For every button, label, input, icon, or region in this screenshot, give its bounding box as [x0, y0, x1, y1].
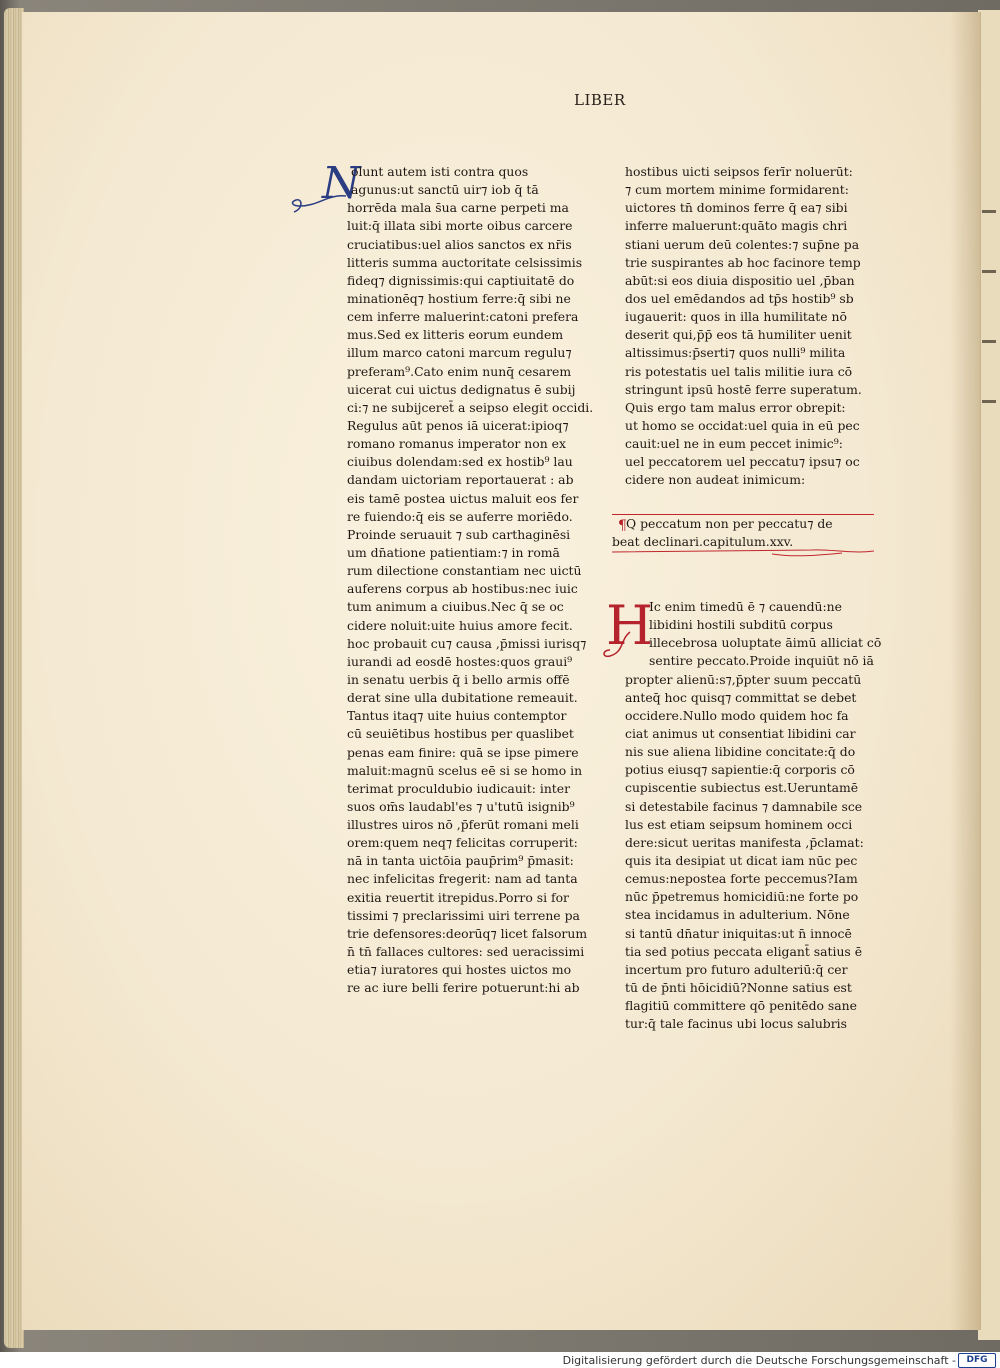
text-line: derat sine ulla dubitatione remeauit.	[347, 690, 578, 706]
initial-flourish-icon	[288, 192, 348, 214]
text-line: Regulus aūt penos iā uicerat:ipioq⁊	[347, 417, 569, 433]
text-line: maluit:magnū scelus eē si se homo in	[347, 762, 583, 778]
decorated-initial-n: N	[322, 158, 361, 209]
text-line: cruciatibus:uel alios sanctos ex nr̄is	[347, 236, 572, 252]
text-line: litteris summa auctoritate celsissimis	[347, 254, 583, 270]
text-line: deserit qui,p̄p̄ eos tā humiliter uenit	[625, 327, 852, 343]
text-line: inferre maluerunt:quāto magis chri	[625, 218, 848, 234]
text-line: Tantus itaq⁊ uite huius contemptor	[347, 708, 567, 724]
running-head: LIBER	[574, 91, 626, 109]
text-line: anteq̄ hoc quisq⁊ committat se debet	[625, 689, 857, 705]
text-line: cū seuiētibus hostibus per quaslibet	[347, 726, 574, 742]
text-line: incertum pro futuro adulteriū:q̄ cer	[625, 961, 848, 977]
text-line: re fuiendo:q̄ eis se auferre moriēdo.	[347, 508, 573, 524]
right-text-column-bottom	[625, 598, 882, 1033]
text-line: re ac iure belli ferire potuerunt:hi ab	[347, 980, 580, 996]
text-line: potius eiusq⁊ sapientie:q̄ corporis cō	[625, 762, 855, 778]
text-line: ciat animus ut consentiat libidini car	[625, 725, 856, 741]
text-line: ci:⁊ ne subijceret̄ a seipso elegit occidi.	[347, 399, 594, 415]
text-line: n̄ tn̄ fallaces cultores: sed ueracissimi	[347, 944, 585, 960]
facing-page-text-fragment	[982, 400, 996, 403]
chapter-heading-line: Q peccatum non per peccatu⁊ de	[626, 516, 833, 531]
footer-credit: Digitalisierung gefördert durch die Deutsche Forschungsgemeinschaft -	[562, 1354, 956, 1367]
text-line: nis sue aliena libidine concitate:q̄ do	[625, 744, 856, 760]
text-line: iurandi ad eosdē hostes:quos graui⁹	[347, 653, 573, 669]
text-line: tur:q̄ tale facinus ubi locus salubris	[625, 1016, 847, 1032]
facing-page-text-fragment	[982, 340, 996, 343]
chapter-heading	[612, 515, 872, 551]
text-line: sentire peccato.Proide inquiūt nō iā	[649, 653, 874, 669]
text-line: propter alienū:s⁊,p̄pter suum peccatū	[625, 671, 862, 687]
text-line: romano romanus imperator non ex	[347, 436, 566, 452]
text-line: illustres uiros nō ,p̄ferūt romani meli	[347, 817, 579, 833]
text-line: si tantū dn̄atur iniquitas:ut n̄ innocē	[625, 925, 852, 941]
text-line: Quis ergo tam malus error obrepit:	[625, 399, 846, 415]
text-line: etia⁊ iuratores qui hostes uictos mo	[347, 962, 572, 978]
text-line: cemus:nepostea forte peccemus?Iam	[625, 871, 858, 887]
text-line: illecebrosa uoluptate āimū alliciat cō	[649, 635, 882, 651]
text-line: orem:quem neq⁊ felicitas corruperit:	[347, 835, 578, 851]
text-line: tia sed potius peccata eligant̄ satius ē	[625, 943, 863, 959]
text-line: Ic enim timedū ē ⁊ cauendū:ne	[649, 599, 842, 614]
text-line: flagitiū committere qō penitēdo sane	[625, 998, 857, 1014]
text-line: cauit:uel ne in eum peccet inimic⁹:	[625, 436, 843, 452]
text-line: olunt autem isti contra quos	[351, 164, 529, 179]
book-fore-edge	[4, 8, 24, 1348]
text-line: in senatu uerbis q̄ i bello armis offē	[347, 671, 570, 687]
text-line: terimat proculdubio iudicauit: inter	[347, 780, 571, 796]
right-text-column-top	[625, 163, 875, 490]
text-line: uel peccatorem uel peccatu⁊ ipsu⁊ oc	[625, 454, 860, 470]
text-line: altissimus:p̄serti⁊ quos nulli⁹ milita	[625, 345, 846, 361]
text-line: dere:sicut ueritas manifesta ,p̄clamat:	[625, 834, 864, 850]
text-line: um dn̄atione patientiam:⁊ in romā	[347, 544, 560, 560]
text-line: tum animum a ciuibus.Nec q̄ se oc	[347, 599, 564, 615]
text-line: luit:q̄ illata sibi morte oibus carcere	[347, 218, 573, 234]
text-line: tissimi ⁊ preclarissimi uiri terrene pa	[347, 907, 580, 923]
text-line: illum marco catoni marcum regulu⁊	[347, 345, 572, 361]
left-text-column	[347, 163, 597, 997]
text-line: tū de p̄nti hōicidiū?Nonne satius est	[625, 979, 852, 995]
text-line: suos om̄s laudabl'es ⁊ u'tutū isignib⁹	[347, 798, 575, 814]
text-line: si detestabile facinus ⁊ damnabile sce	[625, 798, 863, 814]
text-line: hostibus uicti seipsos ferīr noluerūt:	[625, 164, 853, 179]
text-line: mus.Sed ex litteris eorum eundem	[347, 327, 564, 343]
text-line: auferens corpus ab hostibus:nec iuic	[347, 581, 578, 597]
facing-page-text-fragment	[982, 270, 996, 273]
text-line: nūc p̄petremus homicidiū:ne forte po	[625, 889, 859, 905]
text-line: cem inferre maluerint:catoni prefera	[347, 309, 579, 325]
text-line: ut homo se occidat:uel quia in eū pec	[625, 417, 860, 433]
text-line: occidere.Nullo modo quidem hoc fa	[625, 707, 849, 723]
text-line: hoc probauit cu⁊ causa ,p̄missi iurisq⁊	[347, 635, 587, 651]
text-line: cidere noluit:uite huius amore fecit.	[347, 617, 573, 633]
text-line: horrēda mala s̄ua carne perpeti ma	[347, 200, 569, 216]
dfg-logo: DFG	[958, 1353, 996, 1368]
text-line: nec infelicitas fregerit: nam ad tanta	[347, 871, 578, 887]
text-line: eis tamē postea uictus maluit eos fer	[347, 490, 579, 506]
text-line: quis ita desipiat ut dicat iam nūc pec	[625, 852, 858, 868]
text-line: ⁊ cum mortem minime formidarent:	[625, 182, 849, 198]
text-line: stringunt ipsū hostē ferre superatum.	[625, 381, 862, 397]
chapter-heading-line: beat declinari.capitulum.xxv.	[612, 534, 794, 550]
text-line: minationēq⁊ hostium ferre:q̄ sibi ne	[347, 290, 571, 306]
text-line: uictores tn̄ dominos ferre q̄ ea⁊ sibi	[625, 200, 848, 216]
text-line: nā in tanta uictōia paup̄rim⁹ p̄masit:	[347, 853, 574, 869]
text-line: trie suspirantes ab hoc facinore temp	[625, 254, 861, 270]
text-line: exitia reuertit itrepidus.Porro si for	[347, 889, 569, 905]
text-line: iugauerit: quos in illa humilitate nō	[625, 309, 847, 325]
page-gutter-shadow	[950, 12, 980, 1330]
text-line: cidere non audeat inimicum:	[625, 472, 806, 488]
paragraph-mark-icon: ¶	[618, 518, 627, 534]
text-line: penas eam finire: quā se ipse pimere	[347, 744, 579, 760]
text-line: uicerat cui uictus dedignatus ē subij	[347, 381, 576, 397]
text-line: stiani uerum deū colentes:⁊ sup̄ne pa	[625, 236, 860, 252]
text-line: cupiscentie subiectus est.Ueruntamē	[625, 780, 859, 796]
text-line: fideq⁊ dignissimis:qui captiuitatē do	[347, 272, 575, 288]
text-line: ris potestatis uel talis militie iura cō	[625, 363, 853, 379]
facing-page-text-fragment	[982, 210, 996, 213]
text-line: dos uel emēdandos ad tp̄s hostib⁹ sb	[625, 290, 854, 306]
text-line: Proinde seruauit ⁊ sub carthaginēsi	[347, 526, 571, 542]
text-line: stea incidamus in adulterium. Nōne	[625, 907, 850, 923]
text-line: trie defensores:deorūq⁊ licet falsorum	[347, 925, 588, 941]
text-line: agunus:ut sanctū uir⁊ iob q̄ tā	[351, 182, 539, 198]
text-line: rum dilectione constantiam nec uictū	[347, 563, 582, 579]
text-line: ciuibus dolendam:sed ex hostib⁹ lau	[347, 454, 573, 470]
text-line: libidini hostili subditū corpus	[649, 617, 833, 633]
text-line: dandam uictoriam reportauerat : ab	[347, 472, 574, 488]
text-line: preferam⁹.Cato enim nunq̄ cesarem	[347, 363, 572, 379]
text-line: abūt:si eos diuia dispositio uel ,p̄ban	[625, 272, 855, 288]
facing-page-edge	[978, 10, 1000, 1340]
decorated-initial-h: H	[606, 594, 654, 657]
text-line: lus est etiam seipsum hominem occi	[625, 816, 853, 832]
chapter-heading-flourish-icon	[612, 548, 874, 558]
